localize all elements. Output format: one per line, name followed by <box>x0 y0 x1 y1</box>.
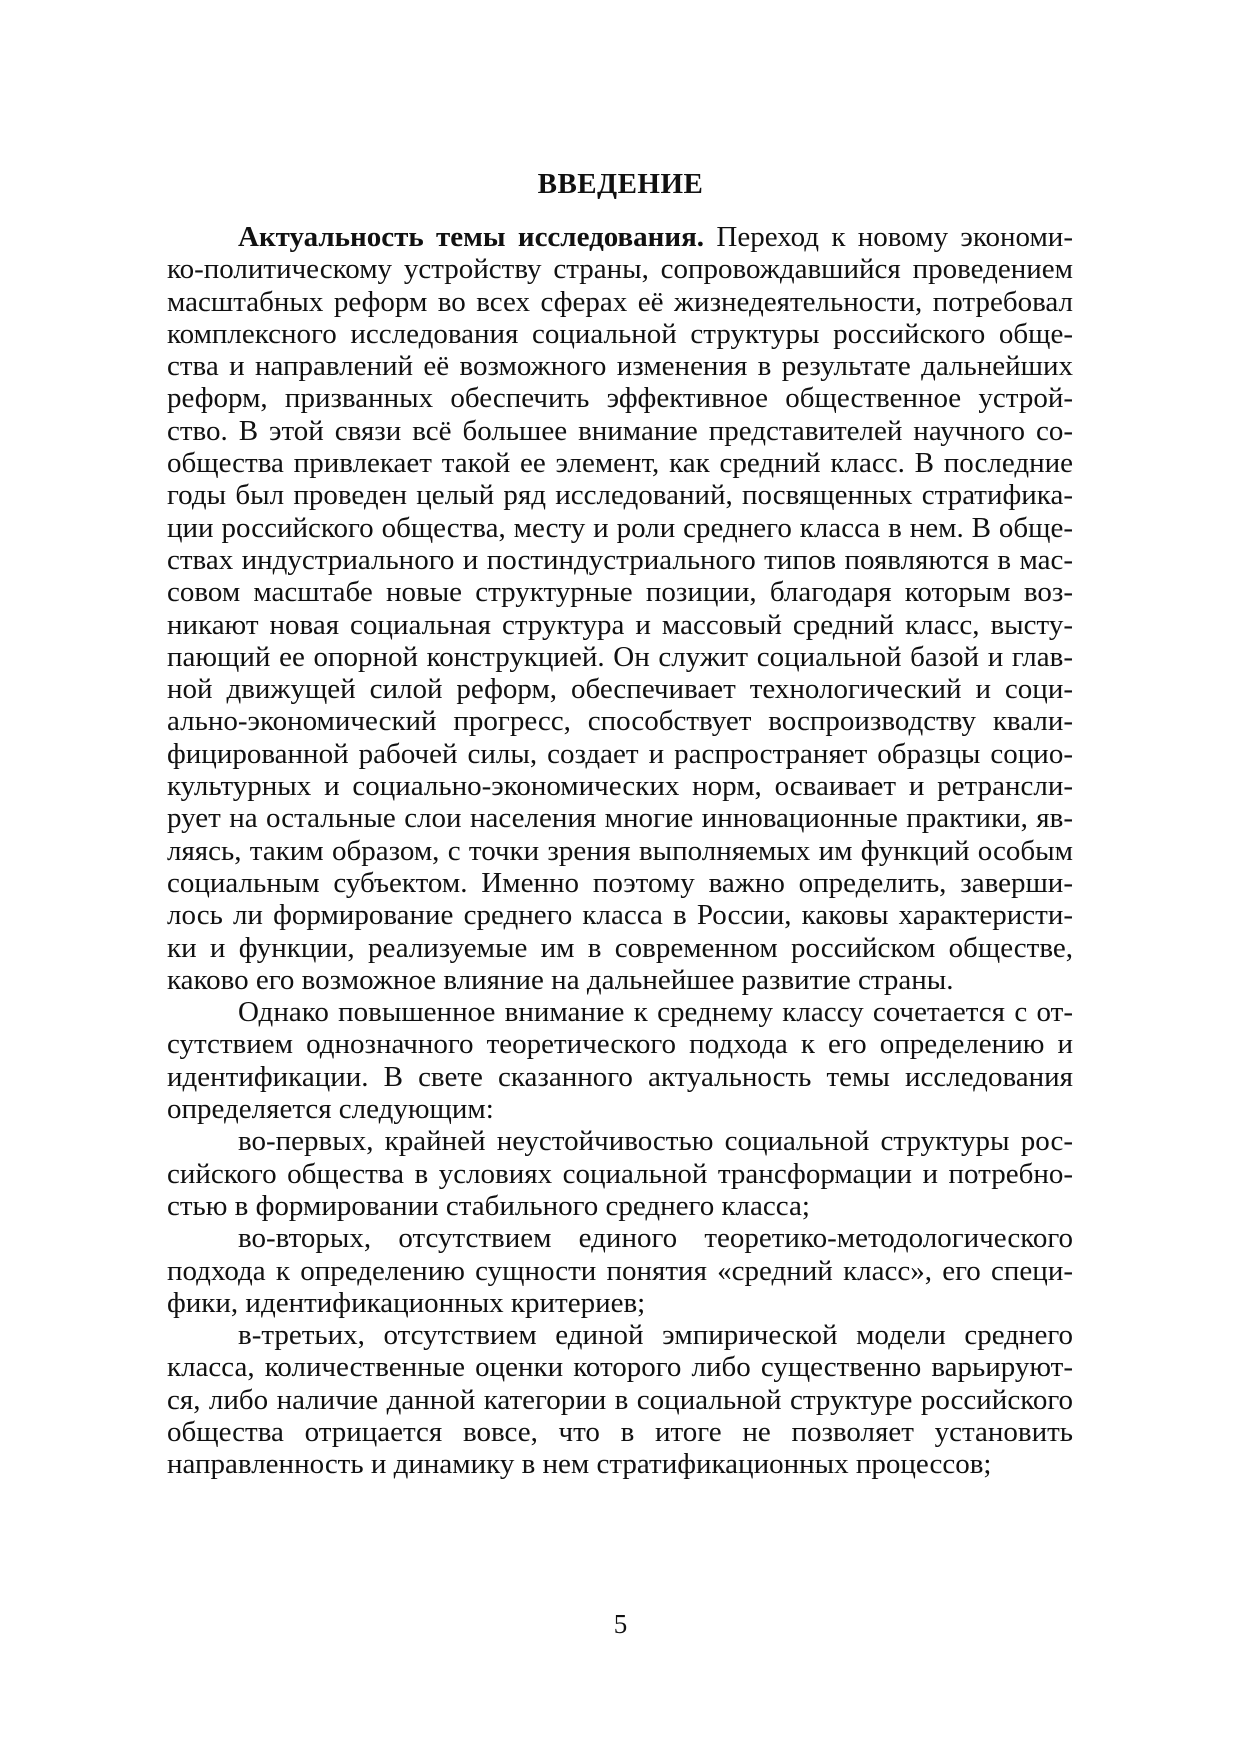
text-line: во-вторых, отсутствием единого теоретико-методологического <box>238 1222 1073 1255</box>
text-line: ально-экономический прогресс, способствует воспроизводству квали- <box>167 705 1073 738</box>
text-line: лось ли формирование среднего класса в России, каковы характеристи- <box>167 899 1073 932</box>
text-line: подхода к определению сущности понятия «средний класс», его специ- <box>167 1254 1073 1287</box>
text-line: общества отрицается вовсе, что в итоге не позволяет установить <box>167 1415 1073 1448</box>
text-line: общества привлекает такой ее элемент, как средний класс. В последние <box>167 447 1073 480</box>
text-line: ляясь, таким образом, с точки зрения выполняемых им функций особым <box>167 834 1073 867</box>
text-line: ко-политическому устройству страны, сопровождавшийся проведением <box>167 253 1073 286</box>
text-line: реформ, призванных обеспечить эффективное общественное устрой- <box>167 382 1073 415</box>
text-line: фики, идентификационных критериев; <box>167 1286 646 1319</box>
text-line: ство. В этой связи всё большее внимание представителей научного со- <box>167 414 1073 447</box>
text-line: годы был проведен целый ряд исследований, посвященных стратифика- <box>167 479 1073 512</box>
body-text <box>167 221 1073 1481</box>
text-line: комплексного исследования социальной структуры российского обще- <box>167 317 1073 350</box>
text-line: сийского общества в условиях социальной трансформации и потребно- <box>167 1157 1073 1190</box>
text-line: ной движущей силой реформ, обеспечивает технологический и соци- <box>167 673 1073 706</box>
text-line: ки и функции, реализуемые им в современном российском обществе, <box>167 931 1073 964</box>
section-heading: ВВЕДЕНИЕ <box>537 168 704 200</box>
text-line: культурных и социально-экономических норм, осваивает и ретрансли- <box>167 770 1073 803</box>
text-line: во-первых, крайней неустойчивостью социальной структуры рос- <box>238 1125 1073 1158</box>
text-line: стью в формировании стабильного среднего класса; <box>167 1189 810 1222</box>
text-line: фицированной рабочей силы, создает и распространяет образцы социо- <box>167 737 1073 770</box>
text-line: сутствием однозначного теоретического подхода к его определению и <box>167 1028 1073 1061</box>
text-line: в-третьих, отсутствием единой эмпирической модели среднего <box>238 1319 1073 1352</box>
text-line: ции российского общества, месту и роли среднего класса в нем. В обще- <box>167 511 1073 544</box>
text-line: никают новая социальная структура и массовый средний класс, высту- <box>167 608 1073 641</box>
text-line: каково его возможное влияние на дальнейшее развитие страны. <box>167 963 954 996</box>
text-line: класса, количественные оценки которого либо существенно варьируют- <box>167 1351 1073 1384</box>
text-line: ства и направлений её возможного изменения в результате дальнейших <box>167 350 1073 383</box>
text-line: ся, либо наличие данной категории в социальной структуре российского <box>167 1383 1073 1416</box>
text-line: определяется следующим: <box>167 1093 494 1126</box>
text-line: Однако повышенное внимание к среднему классу сочетается с от- <box>238 996 1073 1029</box>
text-line: направленность и динамику в нем стратификационных процессов; <box>167 1448 992 1481</box>
text-line: социальным субъектом. Именно поэтому важно определить, заверши- <box>167 866 1073 899</box>
text-line: ствах индустриального и постиндустриального типов появляются в мас- <box>167 543 1073 576</box>
paragraph-1-line-1 <box>167 221 1073 253</box>
page-number: 5 <box>613 1609 628 1639</box>
text-line: идентификации. В свете сказанного актуальность темы исследования <box>167 1060 1073 1093</box>
paragraph-lead: Актуальность темы исследования. <box>238 221 705 253</box>
text-line: совом масштабе новые структурные позиции, благодаря которым воз- <box>167 576 1073 609</box>
paragraph-1-line-1-rest: Переход к новому экономи- <box>704 221 1073 253</box>
text-line: рует на остальные слои населения многие инновационные практики, яв- <box>167 802 1073 835</box>
text-line: масштабных реформ во всех сферах её жизнедеятельности, потребовал <box>167 285 1073 318</box>
text-line: пающий ее опорной конструкцией. Он служит социальной базой и глав- <box>167 640 1073 673</box>
